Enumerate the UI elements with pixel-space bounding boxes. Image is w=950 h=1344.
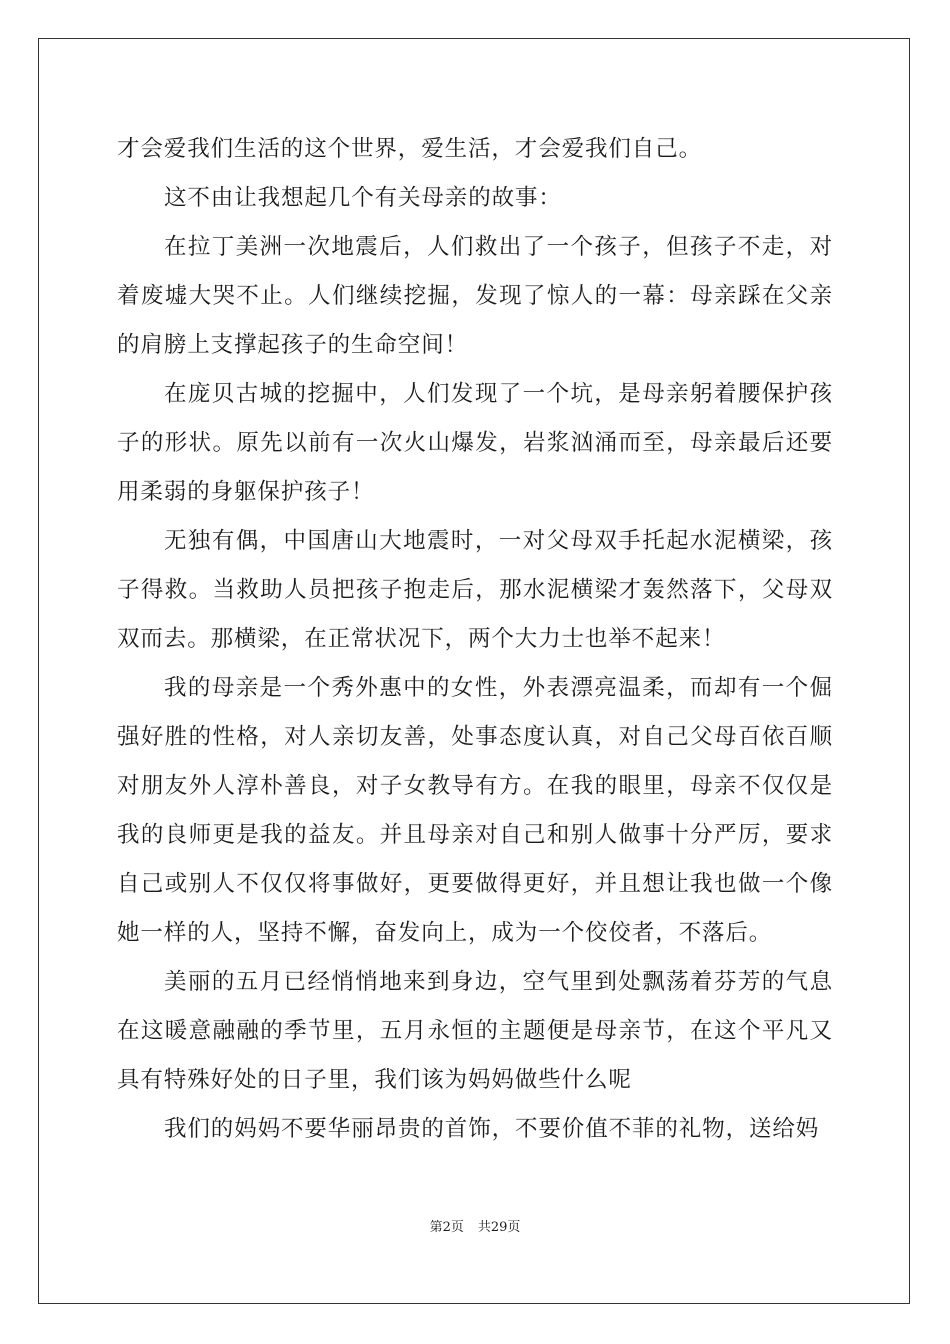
document-body: [117, 125, 833, 1154]
page-footer: [0, 1216, 950, 1235]
paragraph-3: 在拉丁美洲一次地震后，人们救出了一个孩子，但孩子不走，对着废墟大哭不止。人们继续挖掘，发现了惊人的一幕：母亲踩在父亲的肩膀上支撑起孩子的生命空间！: [117, 234, 833, 358]
paragraph-8: 我们的妈妈不要华丽昂贵的首饰，不要价值不菲的礼物，送给妈: [164, 1116, 820, 1142]
paragraph-7: 美丽的五月已经悄悄地来到身边，空气里到处飘荡着芬芳的气息在这暖意融融的季节里，五月永恒的主题便是母亲节，在这个平凡又具有特殊好处的日子里，我们该为妈妈做些什么呢: [117, 969, 833, 1093]
page-number: 第2页: [429, 1220, 464, 1235]
paragraph-5: 无独有偶，中国唐山大地震时，一对父母双手托起水泥横梁，孩子得救。当救助人员把孩子抱走后，那水泥横梁才轰然落下，父母双双而去。那横梁，在正常状况下，两个大力士也举不起来！: [117, 528, 833, 652]
paragraph-6: 我的母亲是一个秀外惠中的女性，外表漂亮温柔，而却有一个倔强好胜的性格，对人亲切友善，处事态度认真，对自己父母百依百顺对朋友外人淳朴善良，对子女教导有方。在我的眼里，母亲不仅仅是我的良师更是我的益友。并且母亲对自己和别人做事十分严厉，要求自己或别人不仅仅将事做好，更要做得更好，并且想让我也做一个像她一样的人，坚持不懈，奋发向上，成为一个佼佼者，不落后。: [117, 675, 833, 946]
paragraph-1: 才会爱我们生活的这个世界，爱生活，才会爱我们自己。: [117, 136, 703, 162]
page-total: 共29页: [477, 1220, 521, 1235]
paragraph-4: 在庞贝古城的挖掘中，人们发现了一个坑，是母亲躬着腰保护孩子的形状。原先以前有一次火山爆发，岩浆汹涌而至，母亲最后还要用柔弱的身躯保护孩子！: [117, 381, 833, 505]
paragraph-2: 这不由让我想起几个有关母亲的故事：: [164, 185, 562, 211]
